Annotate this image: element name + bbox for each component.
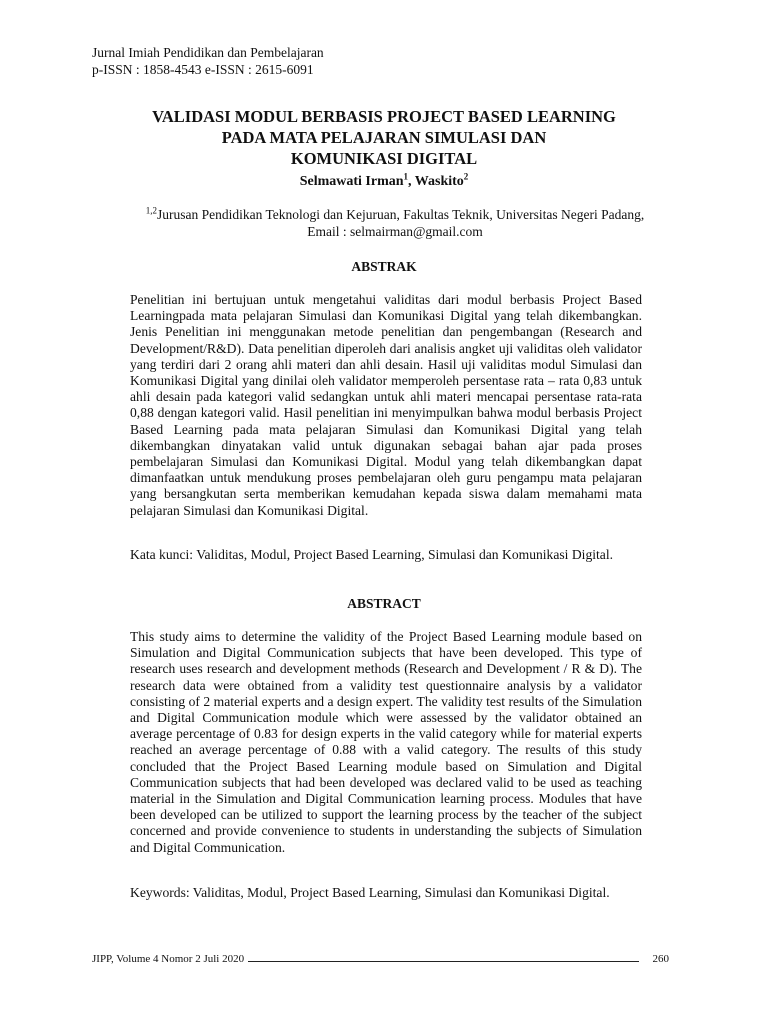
abstract-body: This study aims to determine the validity of the Project Based Learning module based on Simulation and Digital Communication subjects that have been developed. This type of research uses research and development methods (Research and Development / R & D). The research data were obtained from a validity test questionnaire analysis by a validator consisting of 2 material experts and a design expert. The validity test results of the Simulation and Digital Communication module which were assessed by the validator obtained an average percentage of 0.83 for design experts in the valid category while for material experts reached an average percentage of 0.88 with a valid category. The results of this study concluded that the Project Based Learning module based on Simulation and Digital Communication subjects that had been developed was declared valid to be used as teaching material in the Simulation and Digital Communication learning process. Modules that have been developed can be utilized to support the learning process by the teacher of the subject concerned and provide convenience to students in understanding the subjects of Simulation and Digital Communication. [130,629,642,855]
abstract-keywords: Keywords: Validitas, Modul, Project Based Learning, Simulasi dan Komunikasi Digital. [130,885,610,900]
paper-title [0,106,768,169]
title-line-3: KOMUNIKASI DIGITAL [290,149,478,168]
abstrak-body: Penelitian ini bertujuan untuk mengetahui validitas dari modul berbasis Project Based Learningpada mata pelajaran Simulasi dan Komunikasi Digital yang telah dikembangkan. Jenis Penelitian ini menggunakan metode penelitian dan pengembangan (Research and Development/R&D). Data penelitian diperoleh dari analisis angket uji validitas oleh validator yang terdiri dari 2 orang ahli materi dan ahli desain. Hasil uji validitas modul Simulasi dan Komunikasi Digital yang dinilai oleh validator memperoleh persentase rata – rata 0,83 untuk ahli desain pada kategori valid sedangkan untuk ahli materi mencapai persentase rata-rata 0,88 dengan kategori valid. Hasil penelitian ini menyimpulkan bahwa modul berbasis Project Based Learning pada mata pelajaran Simulasi dan Komunikasi Digital yang telah dikembangkan dinyatakan valid untuk digunakan sebagai bahan ajar pada proses pembelajaran Simulasi dan Komunikasi Digital. Modul yang telah dikembangkan dapat dimanfaatkan untuk mendukung proses pembelajaran oleh guru pengampu mata pelajaran yang bersangkutan serta memberikan kemudahan kepada siswa dalam memahami mata pelajaran Simulasi dan Komunikasi Digital. [130,292,642,518]
author-superscript: 2 [463,171,469,182]
affiliation-superscript: 1,2 [145,205,157,216]
author-name: Selmawati Irman [299,174,404,189]
journal-name: Jurnal Imiah Pendidikan dan Pembelajaran [92,45,324,60]
title-line-1: VALIDASI MODUL BERBASIS PROJECT BASED LEARNING [152,107,616,126]
page-number: 260 [652,953,669,965]
title-line-2: PADA MATA PELAJARAN SIMULASI DAN [221,128,547,147]
journal-issn: p-ISSN : 1858-4543 e-ISSN : 2615-6091 [92,62,314,77]
abstract-heading: ABSTRACT [347,596,421,611]
author-superscript: 1 [403,171,409,182]
author-name: Waskito [414,174,464,189]
footer-journal-issue: JIPP, Volume 4 Nomor 2 Juli 2020 [92,953,245,965]
author-list [0,171,768,190]
author-separator: , [408,174,415,189]
abstrak-keywords: Kata kunci: Validitas, Modul, Project Based Learning, Simulasi dan Komunikasi Digital. [130,547,614,562]
affiliation-text: Jurusan Pendidikan Teknologi dan Kejuruan, Fakultas Teknik, Universitas Negeri Padang, [156,207,645,222]
footer-rule [248,960,638,962]
abstrak-heading: ABSTRAK [351,259,417,274]
affiliation [115,206,675,240]
page-footer [92,953,669,965]
author-email: Email : selmairman@gmail.com [307,224,483,239]
